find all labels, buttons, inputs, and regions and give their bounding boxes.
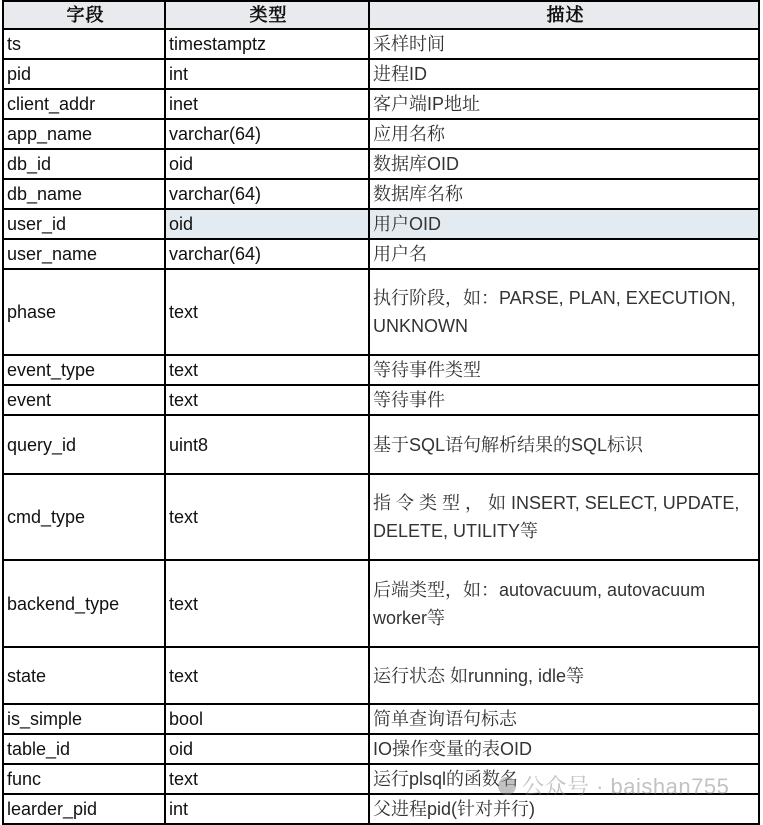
description-cell: 采样时间: [369, 29, 759, 59]
table-row: [3, 179, 759, 209]
watermark-text: 公众号 · baishan755: [522, 774, 730, 799]
table-row: [3, 764, 759, 794]
table-row: [3, 704, 759, 734]
description-cell: 用户名: [369, 239, 759, 269]
field-cell: event_type: [3, 355, 165, 385]
description-cell: 数据库OID: [369, 149, 759, 179]
field-cell: event: [3, 385, 165, 415]
type-cell: oid: [165, 209, 369, 239]
description-cell: 数据库名称: [369, 179, 759, 209]
description-cell: 运行plsql的函数名: [369, 764, 759, 794]
type-cell: timestamptz: [165, 29, 369, 59]
description-cell: 基于SQL语句解析结果的SQL标识: [369, 415, 759, 474]
type-cell: bool: [165, 704, 369, 734]
description-cell: 客户端IP地址: [369, 89, 759, 119]
table-row: [3, 794, 759, 824]
field-cell: backend_type: [3, 560, 165, 647]
field-cell: db_name: [3, 179, 165, 209]
table-row: [3, 647, 759, 704]
field-cell: app_name: [3, 119, 165, 149]
field-cell: user_name: [3, 239, 165, 269]
field-cell: pid: [3, 59, 165, 89]
description-cell: 等待事件类型: [369, 355, 759, 385]
type-cell: varchar(64): [165, 179, 369, 209]
header-description: 描述: [369, 1, 759, 29]
description-cell: 后端类型，如：autovacuum, autovacuum worker等: [369, 560, 759, 647]
header-field: 字段: [3, 1, 165, 29]
description-cell: 父进程pid(针对并行): [369, 794, 759, 824]
field-cell: user_id: [3, 209, 165, 239]
table-row: [3, 385, 759, 415]
field-cell: is_simple: [3, 704, 165, 734]
table-row: [3, 29, 759, 59]
table-row: [3, 415, 759, 474]
type-cell: text: [165, 474, 369, 560]
field-cell: cmd_type: [3, 474, 165, 560]
field-cell: db_id: [3, 149, 165, 179]
type-cell: text: [165, 269, 369, 355]
type-cell: text: [165, 647, 369, 704]
table-row: [3, 355, 759, 385]
header-type: 类型: [165, 1, 369, 29]
table-row: [3, 269, 759, 355]
type-cell: varchar(64): [165, 119, 369, 149]
description-cell: 等待事件: [369, 385, 759, 415]
type-cell: int: [165, 794, 369, 824]
field-cell: phase: [3, 269, 165, 355]
field-cell: client_addr: [3, 89, 165, 119]
type-cell: text: [165, 764, 369, 794]
description-cell: 简单查询语句标志: [369, 704, 759, 734]
description-cell: 应用名称: [369, 119, 759, 149]
field-cell: ts: [3, 29, 165, 59]
type-cell: uint8: [165, 415, 369, 474]
description-cell: 用户OID: [369, 209, 759, 239]
type-cell: int: [165, 59, 369, 89]
type-cell: varchar(64): [165, 239, 369, 269]
table-row: [3, 209, 759, 239]
schema-table: [2, 0, 760, 825]
table-row: [3, 119, 759, 149]
type-cell: oid: [165, 734, 369, 764]
table-row: [3, 239, 759, 269]
table-row: [3, 59, 759, 89]
type-cell: oid: [165, 149, 369, 179]
table-row: [3, 474, 759, 560]
description-cell: 运行状态 如running, idle等: [369, 647, 759, 704]
table-row: [3, 149, 759, 179]
type-cell: text: [165, 385, 369, 415]
table-row: [3, 560, 759, 647]
description-cell: IO操作变量的表OID: [369, 734, 759, 764]
field-cell: state: [3, 647, 165, 704]
field-cell: query_id: [3, 415, 165, 474]
table-row: [3, 89, 759, 119]
table-row: [3, 734, 759, 764]
description-cell: 执行阶段，如：PARSE, PLAN, EXECUTION, UNKNOWN: [369, 269, 759, 355]
description-cell: 进程ID: [369, 59, 759, 89]
field-cell: learder_pid: [3, 794, 165, 824]
type-cell: inet: [165, 89, 369, 119]
field-cell: func: [3, 764, 165, 794]
description-cell: 指 令 类 型 ， 如 INSERT, SELECT, UPDATE, DELETE, UTILITY等: [369, 474, 759, 560]
type-cell: text: [165, 355, 369, 385]
type-cell: text: [165, 560, 369, 647]
field-cell: table_id: [3, 734, 165, 764]
header-row: [3, 1, 759, 29]
